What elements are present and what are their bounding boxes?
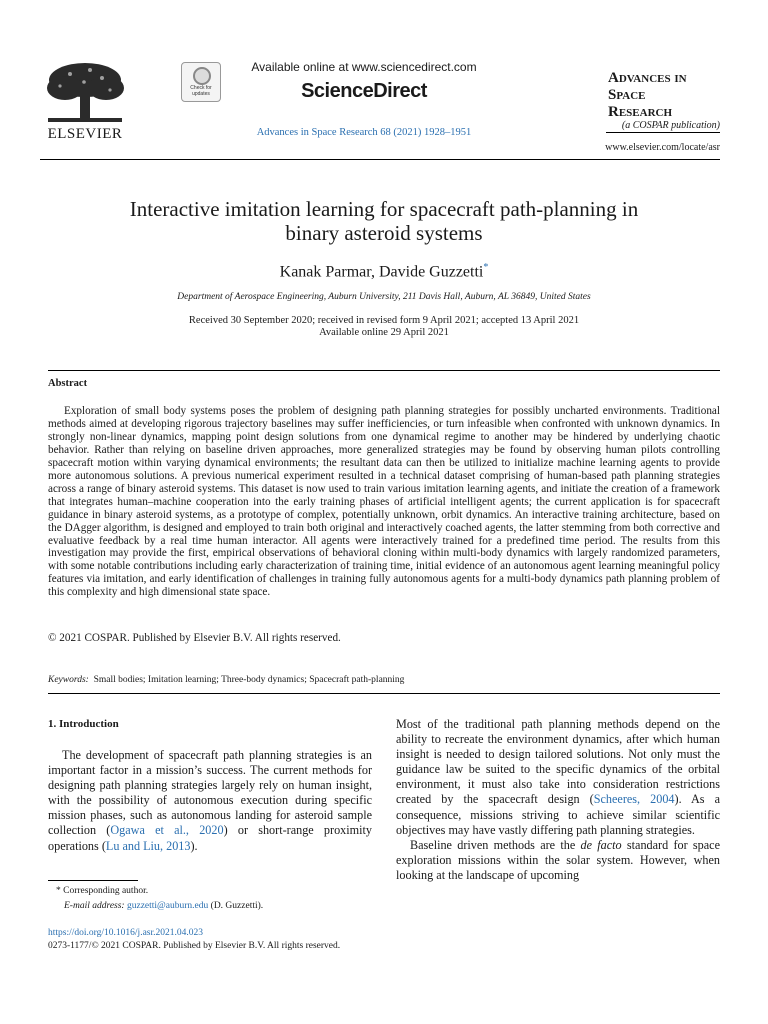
journal-url[interactable]: www.elsevier.com/locate/asr: [605, 142, 720, 153]
journal-logo-line: Space: [608, 87, 646, 103]
affiliation: Department of Aerospace Engineering, Auburn University, 211 Davis Hall, Auburn, AL 36849, United States: [177, 292, 591, 302]
received-dates: Received 30 September 2020; received in revised form 9 April 2021; accepted 13 April 2021: [188, 315, 580, 326]
available-online-date: Available online 29 April 2021: [319, 327, 449, 338]
crossmark-icon: [193, 67, 211, 85]
article-title: [60, 197, 708, 245]
paragraph-text: ).: [190, 838, 198, 853]
paragraph-text: standard for space exploration missions within the solar system. However, when looking at the landscape of upcoming: [396, 837, 720, 882]
sciencedirect-logo: ScienceDirect: [301, 80, 427, 102]
paragraph-text: The development of spacecraft path planning strategies is an important factor in a mission’s success. The current methods for designing path planning strategies largely rely on human insight, with the possibility of autonomous execution during specific mission phases, such as autonomous landing for asteroid sample collection (: [48, 748, 372, 838]
issn-line: 0273-1177/© 2021 COSPAR. Published by Elsevier B.V. All rights reserved.: [48, 941, 341, 951]
citation-link[interactable]: Lu and Liu, 2013: [105, 838, 191, 853]
authors: [60, 262, 708, 281]
keywords-label: Keywords:: [48, 675, 89, 685]
footnote-divider: [48, 880, 138, 881]
keywords-text: Small bodies; Imitation learning; Three-body dynamics; Spacecraft path-planning: [93, 675, 405, 685]
publisher-name: ELSEVIER: [47, 126, 123, 142]
emphasis-text: de facto: [580, 837, 622, 852]
right-column: [396, 717, 720, 883]
email-link[interactable]: guzzetti@auburn.edu: [126, 901, 209, 911]
citation-link[interactable]: Ogawa et al., 2020: [110, 823, 224, 838]
keywords: [48, 675, 720, 685]
paragraph-text: Baseline driven methods are the: [410, 837, 581, 852]
crossmark-label: Check for updates: [190, 85, 212, 97]
available-online-line: Available online at www.sciencedirect.com: [251, 60, 477, 74]
paragraph-text: Most of the traditional path planning methods depend on the ability to recreate the environment dynamics, after which human insight is needed to design tailored solutions. Not only must the guidance law be suited to the specific dynamics of the orbital environment, it must also take into consideration restrictions created by the spacecraft design (: [396, 717, 720, 807]
check-for-updates-badge[interactable]: [181, 62, 221, 102]
journal-reference-link[interactable]: Advances in Space Research 68 (2021) 1928–1951: [256, 127, 472, 138]
paragraph-text: ) or short-range proximity operations (: [48, 823, 373, 853]
journal-logo: [608, 70, 720, 121]
email-label: E-mail address:: [64, 901, 125, 911]
intro-paragraph: [48, 748, 372, 854]
journal-logo-line: Advances in: [608, 70, 687, 86]
intro-paragraph: [396, 838, 720, 883]
title-line: binary asteroid systems: [285, 221, 483, 245]
abstract-body: Exploration of small body systems poses the problem of designing path planning strategies for possibly uncharted environments. Traditional methods aimed at developing rigorous trajectory baselines may suffer inefficiencies, or turn infeasible when confronted with unknown dynamics. In strongly non-linear dynamics, mapping point design solutions from one dynamical regime to another may be hindered by underlying chaotic behavior. Rather than relying on baseline driven approaches, more generalized strategies may be found by observing human pilots controlling spacecraft motion within varying dynamical environments; the resultant data can then be utilized to initialize machine learning agents to provide more autonomous solutions. A previous numerical experiment resulted in a technical dataset comprising of human-based path planning strategies across a range of binary asteroid systems. This dataset is now used to train various imitation learning agents, and initiate the creation of a framework that integrates human–machine cooperation into the early training phases of artificial intelligent agents; the current application is for spacecraft guidance in binary asteroid systems, as a prototype of complex, potentially unknown, orbit dynamics. An interactive training architecture, based on the DAgger algorithm, is designed and employed to train both original and interactively coached agents, the latter stemming from both corrective and evaluative feedback by a real time human interactor. All agents were interactively trained for a predefined time period. The results from this investigation may provide the first, empirical observations of behavioral cloning within multi-body dynamics with largely randomized parameters, with some notable contributions including early characterization of training time, initial evidence of an autonomous agent learning meaningful policy features via imitation, and early identification of challenges in training fully autonomous agents for a multi-body dynamics path planning problem of this complexity and high dimensional state space.: [48, 405, 720, 599]
paragraph-text: ). As a consequence, missions striving to achieve similar scientific objectives may have vastly differing path planning strategies.: [396, 792, 720, 837]
abstract-copyright: © 2021 COSPAR. Published by Elsevier B.V. All rights reserved.: [48, 632, 341, 644]
section-heading: 1. Introduction: [48, 718, 119, 730]
doi-link[interactable]: https://doi.org/10.1016/j.asr.2021.04.023: [48, 928, 203, 938]
abstract-heading: Abstract: [48, 378, 88, 389]
corresponding-author-note: * Corresponding author.: [56, 886, 149, 896]
elsevier-tree-logo: [40, 60, 130, 126]
corresponding-author-mark[interactable]: *: [483, 262, 489, 273]
author-names: Kanak Parmar, Davide Guzzetti: [279, 263, 484, 281]
intro-paragraph: [396, 717, 720, 838]
journal-cospar-tag: (a COSPAR publication): [606, 120, 720, 133]
title-line: Interactive imitation learning for spacecraft path-planning in: [129, 197, 639, 221]
abstract-divider: [48, 370, 720, 371]
keywords-divider: [48, 693, 720, 694]
journal-logo-line: Research: [608, 104, 673, 120]
header-divider: [40, 159, 720, 160]
email-owner: (D. Guzzetti).: [210, 901, 264, 911]
citation-link[interactable]: Scheeres, 2004: [593, 792, 675, 807]
email-note: [64, 901, 263, 911]
